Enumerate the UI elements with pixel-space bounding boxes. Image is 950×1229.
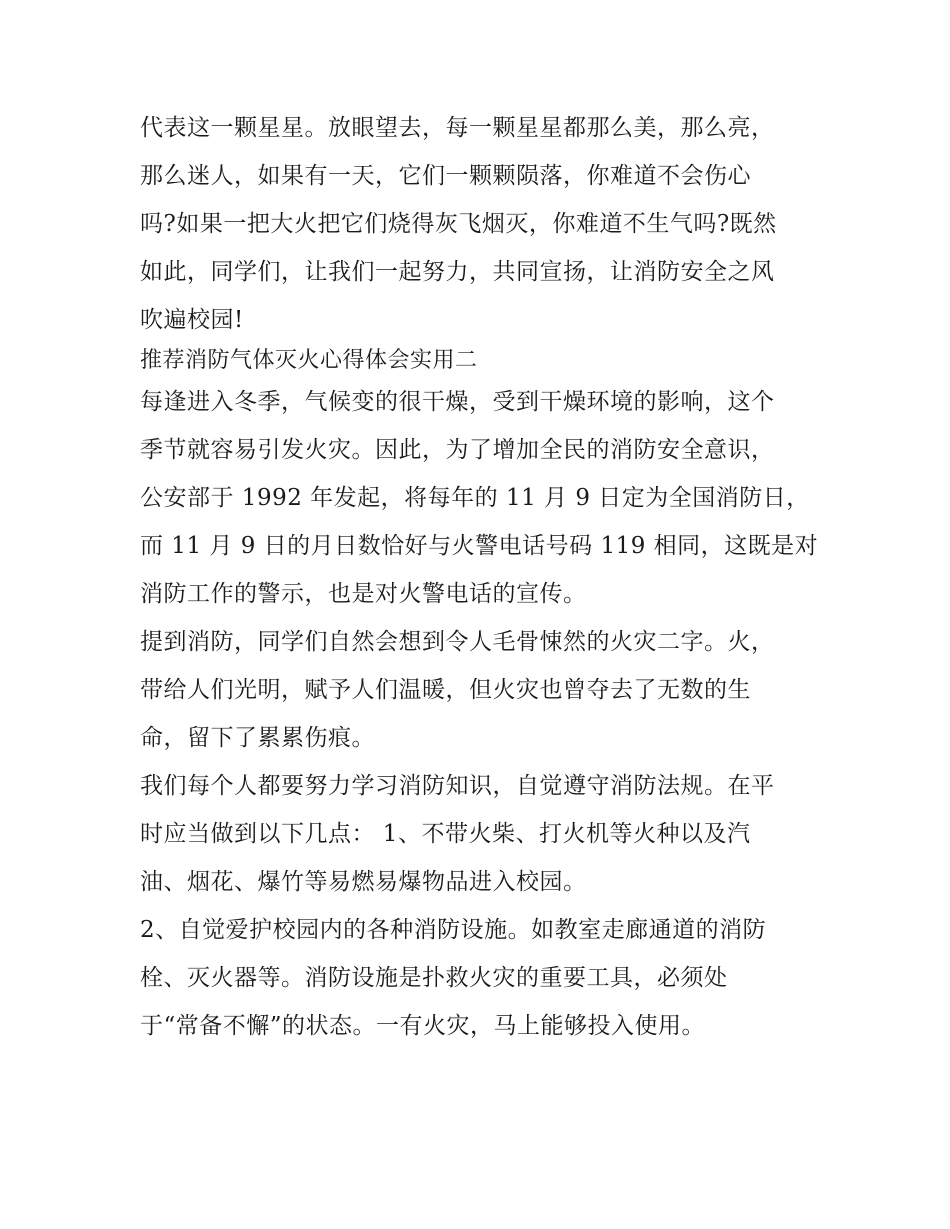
text-line: 那么迷人，如果有一天，它们一颗颗陨落，你难道不会伤心 bbox=[140, 163, 751, 189]
text-line: 消防工作的警示，也是对火警电话的宣传。 bbox=[140, 581, 587, 607]
paragraph-3 bbox=[140, 618, 820, 762]
text-line: 2、自觉爱护校园内的各种消防设施。如教室走廊通道的消防 bbox=[140, 917, 767, 943]
text-line: 时应当做到以下几点： 1、不带火柴、打火机等火种以及汽 bbox=[140, 821, 751, 847]
paragraph-4 bbox=[140, 762, 820, 906]
text-line: 而 11 月 9 日的月日数恰好与火警电话号码 119 相同，这既是对 bbox=[140, 533, 819, 559]
text-line: 于“常备不懈”的状态。一有火灾，马上能够投入使用。 bbox=[140, 1013, 706, 1039]
paragraph-2 bbox=[140, 378, 820, 618]
paragraph-5 bbox=[140, 906, 820, 1050]
text-line: 提到消防，同学们自然会想到令人毛骨悚然的火灾二字。火， bbox=[140, 629, 775, 655]
text-line: 公安部于 1992 年发起，将每年的 11 月 9 日定为全国消防日， bbox=[140, 485, 810, 511]
text-line: 带给人们光明，赋予人们温暖，但火灾也曾夺去了无数的生 bbox=[140, 677, 751, 703]
text-line: 油、烟花、爆竹等易燃易爆物品进入校园。 bbox=[140, 869, 587, 895]
text-line: 命，留下了累累伤痕。 bbox=[140, 725, 375, 751]
text-line: 如此，同学们，让我们一起努力，共同宣扬，让消防安全之风 bbox=[140, 259, 775, 285]
section-heading: 推荐消防气体灭火心得体会实用二 bbox=[140, 348, 478, 373]
text-line: 代表这一颗星星。放眼望去，每一颗星星都那么美，那么亮， bbox=[140, 115, 775, 141]
text-line: 吗?如果一把大火把它们烧得灰飞烟灭，你难道不生气吗?既然 bbox=[140, 211, 777, 237]
text-line: 吹遍校园! bbox=[140, 307, 244, 333]
text-line: 我们每个人都要努力学习消防知识，自觉遵守消防法规。在平 bbox=[140, 773, 775, 799]
paragraph-1 bbox=[140, 104, 820, 344]
text-line: 季节就容易引发火灾。因此，为了增加全民的消防安全意识， bbox=[140, 437, 775, 463]
text-line: 每逢进入冬季，气候变的很干燥，受到干燥环境的影响，这个 bbox=[140, 389, 775, 415]
document-body bbox=[140, 104, 820, 1050]
text-line: 栓、灭火器等。消防设施是扑救火灾的重要工具，必须处 bbox=[140, 965, 728, 991]
